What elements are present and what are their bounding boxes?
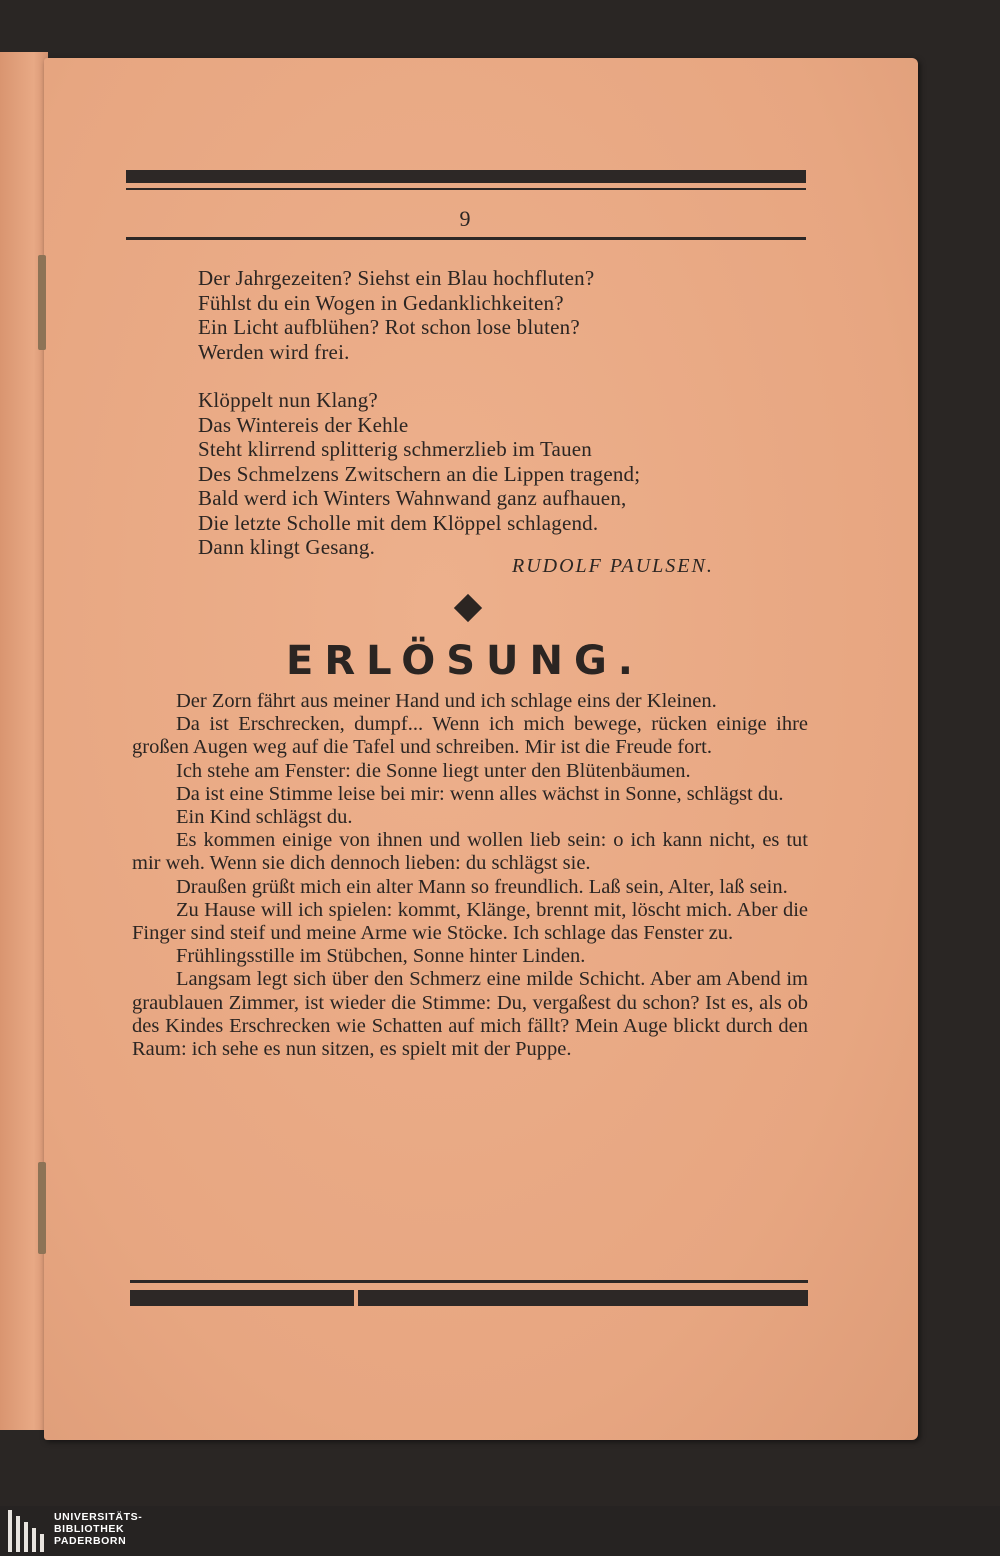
poem-line: Des Schmelzens Zwitschern an die Lippen tragend;: [198, 461, 641, 486]
poem-line: Fühlst du ein Wogen in Gedanklichkeiten?: [198, 290, 564, 315]
paragraph: Da ist eine Stimme leise bei mir: wenn alles wächst in Sonne, schlägst du.: [176, 782, 784, 805]
paragraph: Langsam legt sich über den Schmerz eine milde Schicht. Aber am Abend im graublauen Zimmer, ist wieder die Stimme: Du, vergaßest du schon? Ist es, als ob des Kindes Erschrecken wie Schatten auf mich fällt? Mein Auge blickt durch den Raum: ich sehe es nun sitzen, es spielt mit der Puppe.: [132, 968, 808, 1061]
paragraph: Ein Kind schlägst du.: [176, 806, 353, 829]
paragraph: Zu Hause will ich spielen: kommt, Klänge, brennt mit, löscht mich. Aber die Finger sind steif und meine Arme wie Stöcke. Ich schlage das Fenster zu.: [132, 898, 808, 945]
stanza-gap: [198, 364, 640, 388]
poem-author: RUDOLF PAULSEN.: [512, 555, 714, 577]
poem-line: Dann klingt Gesang.: [198, 535, 376, 559]
poem-line: Ein Licht aufblühen? Rot schon lose bluten?: [198, 315, 580, 339]
paragraph: Da ist Erschrecken, dumpf... Wenn ich mich bewege, rücken einige ihre großen Augen weg auf die Tafel und schreiben. Mir ist die Freude fort.: [132, 713, 808, 759]
library-footer-bar: [0, 1506, 1000, 1556]
header-rule-under-number: [126, 237, 806, 240]
article-body: [132, 690, 808, 1061]
paragraph: Ich stehe am Fenster: die Sonne liegt unter den Blütenbäumen.: [176, 759, 691, 782]
paragraph: Frühlingsstille im Stübchen, Sonne hinter Linden.: [176, 945, 586, 968]
paragraph: Draußen grüßt mich ein alter Mann so freundlich. Laß sein, Alter, laß sein.: [176, 875, 788, 898]
poem-line: Das Wintereis der Kehle: [198, 412, 409, 437]
staple-top: [38, 255, 46, 350]
footer-rule-thick-right: [358, 1290, 808, 1306]
library-name-line: UNIVERSITÄTS-: [54, 1511, 143, 1523]
header-rule-thick: [126, 170, 806, 183]
library-name-line: PADERBORN: [54, 1535, 127, 1547]
paragraph: Der Zorn fährt aus meiner Hand und ich schlage eins der Kleinen.: [176, 690, 717, 712]
header-rule-thin: [126, 188, 806, 190]
footer-rule-thick-left: [130, 1290, 354, 1306]
poem-line: Klöppelt nun Klang?: [198, 388, 378, 412]
library-name: [54, 1511, 142, 1547]
poem-line: Der Jahrgezeiten? Siehst ein Blau hochfluten?: [198, 266, 595, 290]
poem-line: Steht klirrend splitterig schmerzlieb im Tauen: [198, 437, 592, 461]
page-number: 9: [459, 206, 471, 231]
poem-line: Die letzte Scholle mit dem Klöppel schlagend.: [198, 510, 599, 535]
poem-line: Werden wird frei.: [198, 339, 350, 364]
poem: [198, 266, 640, 560]
poem-line: Bald werd ich Winters Wahnwand ganz aufhauen,: [198, 486, 627, 510]
library-name-line: BIBLIOTHEK: [54, 1523, 125, 1535]
staple-bottom: [38, 1162, 46, 1254]
footer-rule-thin: [130, 1280, 808, 1283]
paragraph: Es kommen einige von ihnen und wollen lieb sein: o ich kann nicht, es tut mir weh. Wenn sie dich dennoch lieben: du schlägst sie.: [132, 829, 808, 875]
library-logo-icon: [8, 1510, 48, 1552]
article-title: ERLÖSUNG.: [286, 638, 644, 684]
